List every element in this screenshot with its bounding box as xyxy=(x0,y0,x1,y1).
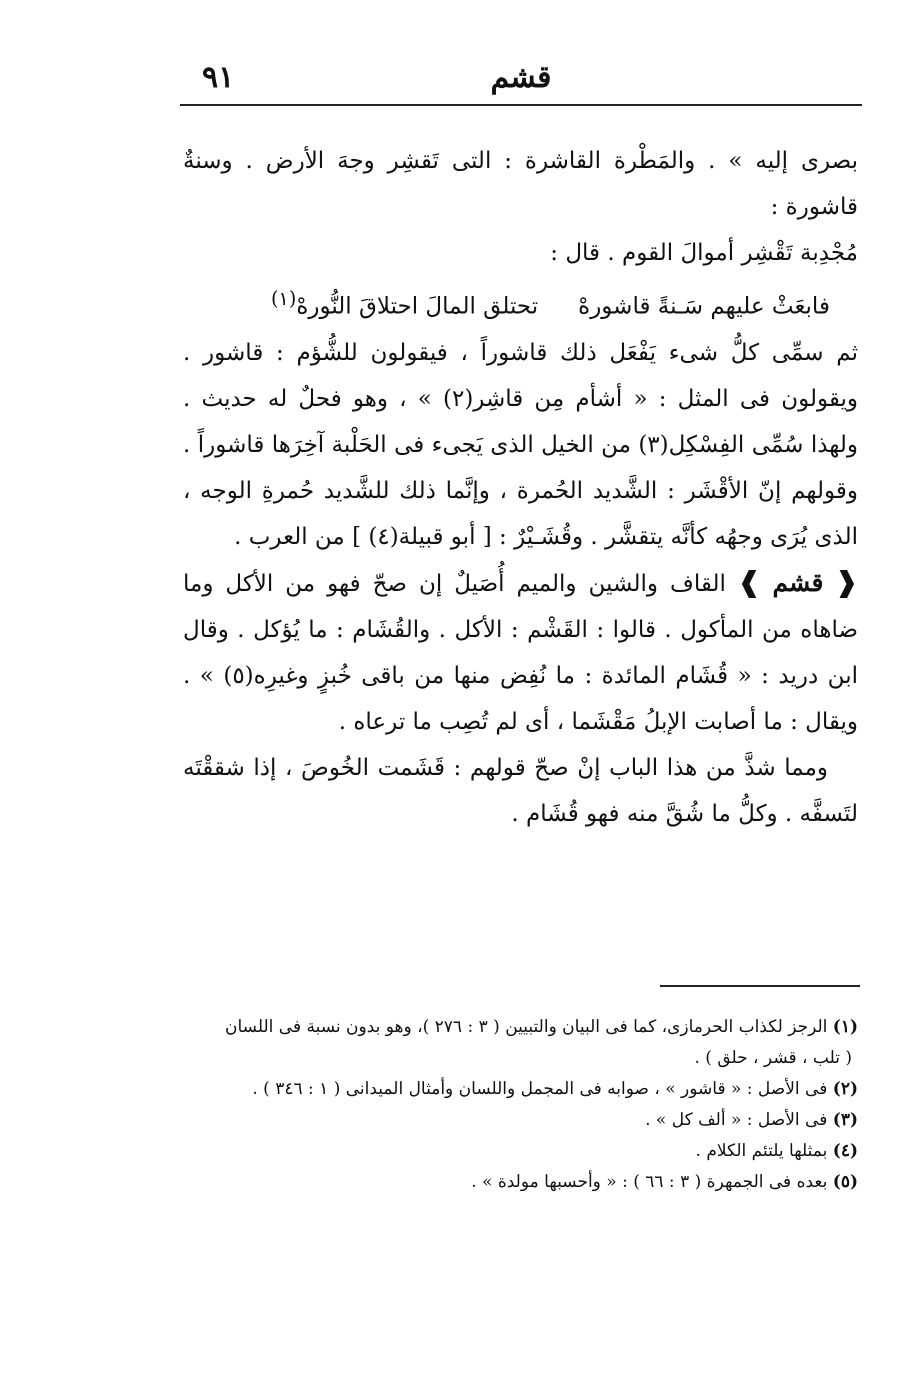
entry-bracket-close: ❱ xyxy=(737,566,761,598)
footnote-2 xyxy=(183,1074,858,1105)
footnote-2-text: فى الأصل : « قاشور » ، صوابه فى المجمل واللسان وأمثال الميدانى ( ١ : ٣٤٦ ) . xyxy=(252,1079,828,1099)
paragraph-1-line-1: بصرى إليه » . والمَطْرة القاشرة : التى تَقشِر وجهَ الأرض . وسنةٌ قاشورة : xyxy=(183,148,858,220)
footnote-4-text: بمثلها يلتئم الكلام . xyxy=(695,1141,828,1161)
footnote-rule xyxy=(660,985,860,987)
footnote-4 xyxy=(183,1136,858,1167)
paragraph-1 xyxy=(183,138,858,276)
footnote-3-number: (٣) xyxy=(832,1110,858,1130)
footnote-1-number: (١) xyxy=(832,1017,858,1037)
footnotes xyxy=(183,1012,858,1198)
footnote-5-number: (٥) xyxy=(832,1172,858,1192)
footnote-1 xyxy=(183,1012,858,1043)
verse xyxy=(183,276,858,330)
running-head: قشم xyxy=(490,60,552,95)
entry-text: القاف والشين والميم أُصَيلٌ إن صحّ فهو من الأكل وما ضاهاه من المأكول . قالوا : القَشْم : الأكل . والقُشَام : ما يُؤكل . وقال ابن دريد : « قُشَام المائدة : ما نُفِض منها من باقى خُبزٍ وغيرِه(٥) » . ويقال : ما أصابت الإبلُ مَقْشَما ، أى لم تُصِب ما ترعاه . xyxy=(183,570,858,735)
footnote-5 xyxy=(183,1167,858,1198)
footnote-3-text: فى الأصل : « ألف كل » . xyxy=(645,1110,828,1130)
footnote-4-number: (٤) xyxy=(832,1141,858,1161)
entry-headword: قشم xyxy=(772,567,824,597)
paragraph-1-line-2: مُجْدِبة تَقْشِر أموالَ القوم . قال : xyxy=(550,240,858,266)
verse-hemistich-2: تحتلق المالَ احتلاقَ النُّورهْ xyxy=(296,293,539,320)
verse-hemistich-1: فابعَثْ عليهم سَـنةً قاشورهْ xyxy=(578,293,830,320)
header-rule xyxy=(180,104,862,106)
footnote-5-text: بعده فى الجمهرة ( ٣ : ٦٦ ) : « وأحسبها مولدة » . xyxy=(471,1172,828,1192)
entry-bracket-open: ❰ xyxy=(835,566,859,598)
paragraph-4: ومما شذَّ من هذا الباب إنْ صحّ قولهم : قَشَمت الخُوصَ ، إذا شققْتَه لتَسفَّه . وكلُّ ما شُقَّ منه فهو قُشَام . xyxy=(183,754,858,827)
footnote-1-text: الرجز لكذاب الحرمازى، كما فى البيان والتبيين ( ٣ : ٢٧٦ )، وهو بدون نسبة فى اللسان xyxy=(225,1017,828,1037)
page-header xyxy=(180,58,862,98)
footnote-3 xyxy=(183,1105,858,1136)
page-number: ٩١ xyxy=(202,60,235,95)
footnote-1-continuation: ( تلب ، قشر ، حلق ) . xyxy=(694,1048,852,1068)
verse-footnote-mark: (١) xyxy=(271,287,297,310)
footnote-2-number: (٢) xyxy=(832,1079,858,1099)
main-text xyxy=(183,138,858,837)
paragraph-2: ثم سمِّى كلُّ شىء يَفْعَل ذلك قاشوراً ، فيقولون للشُّؤم : قاشور . ويقولون فى المثل : « أشأم مِن قاشِر(٢) » ، وهو فحلٌ له حديث . ولهذا سُمِّى الفِسْكِل(٣) من الخيل الذى يَجىء فى الحَلْبة آخِرَها قاشوراً . وقولهم إنّ الأقْشَر : الشَّديد الحُمرة ، وإنَّما ذلك للشَّديد حُمرةِ الوجه ، الذى يُرَى وجهُه كأنَّه يتقشَّر . وقُشَـيْرٌ : [ أبو قبيلة(٤) ] من العرب . xyxy=(183,339,859,550)
entry-paragraph xyxy=(183,560,858,745)
